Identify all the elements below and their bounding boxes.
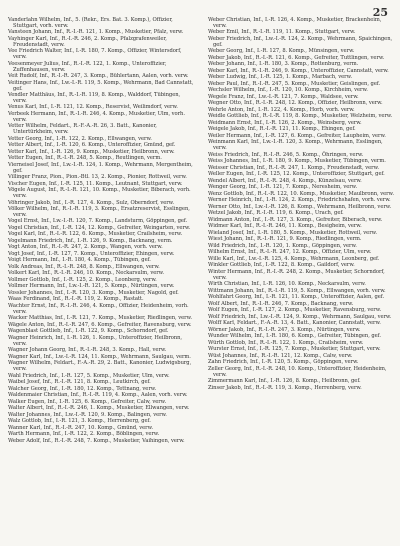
list-entry: Weber Georg, Inf., I.-R. 127, 8. Komp., Münsingen, verw. (208, 48, 355, 55)
list-entry: Vetter Wilhelm, Feldart., R.-F.-A.-R. 26, 3. Batt., Kanonier, Untertürkheim, verw. (8, 123, 157, 136)
list-entry: Wendel Albert, Inf., R.-I.-R. 248, 4. Komp., Künzelsau, verw. (208, 177, 362, 184)
list-entry: Walcher Georg, Inf., I.-R. 180, 12. Komp., Tettnang, verw. (8, 385, 157, 392)
list-entry: Wacker Matthias, Inf., I.-R. 121, 7. Komp., Musketier, Riedlingen, verw. (8, 315, 192, 322)
list-entry: Vetter Eugen, Inf., R.-I.-R. 248, 5. Komp., Reutlingen, verm. (8, 155, 162, 162)
list-entry: Vogel Ernst, Inf., Lw.-I.-R. 120, 7. Komp., Landsturm, Göppingen, gef. (8, 218, 188, 225)
list-entry: Veesenmeyer Julius, Inf., R.-I.-R. 122, 1. Komp., Unteroffizier, Zuffenhausen, verw. (8, 60, 167, 73)
list-entry: Volkert Karl, Inf., R.-I.-R. 246, 10. Komp., Neckarsulm, verw. (8, 270, 165, 277)
list-entry: Zahn Friedrich, Inf., I.-R. 120, 5. Komp., Göppingen, verw. (208, 359, 359, 366)
list-entry: Vollmer Hermann, Inf., Lw.-I.-R. 121, 5. Komp., Nürtingen, verw. (8, 283, 175, 290)
list-entry: Walz Gottlob, Inf., I.-R. 121, 3. Komp., Herrenberg, gef. (8, 418, 151, 425)
list-entry: Vossler Johannes, Inf., I.-R. 120, 3. Komp., Musketier, Nagold, gef. (8, 289, 179, 296)
list-entry: Volk Andreas, Inf., R.-I.-R. 248, 8. Komp., Ellwangen, verw. (8, 263, 160, 270)
list-entry: Wahl Friedrich, Inf., I.-R. 127, 5. Komp., Musketier, Ulm, verw. (8, 372, 170, 379)
list-entry: Vetter Karl, Inf., I.-R. 126, 9. Komp., Musketier, Heilbronn, verw. (8, 148, 175, 155)
list-entry: Zeller Georg, Inf., R.-I.-R. 248, 10. Komp., Unteroffizier, Heidenheim, verw. (208, 365, 387, 378)
list-entry: Wagenblast Gottlieb, Inf., I.-R. 122, 9. Komp., Schorndorf, gef. (8, 328, 169, 335)
right-column (208, 18, 394, 392)
list-entry: Wolf Friedrich, Inf., Lw.-I.-R. 124, 9. Komp., Wehrmann, Saulgau, verw. (208, 313, 392, 320)
list-entry: Villinger Franz, Pion., Pion.-Btl. 13, 2. Komp., Pionier, Rottweil, verw. (8, 174, 187, 181)
list-entry: Verbeek Hermann, Inf., R.-I.-R. 246, 4. Komp., Musketier, Ulm, vorh. verw. (8, 110, 185, 123)
list-entry: Werner Otto, Inf., Lw.-I.-R. 126, 8. Komp., Wehrmann, Heilbronn, verw. (208, 203, 392, 210)
list-entry: Weber Jakob, Inf., R.-I.-R. 121, 6. Komp., Gefreiter, Tuttlingen, verw. (208, 54, 385, 61)
list-entry: Vollmer Gottlob, Inf., I.-R. 125, 2. Komp., Leonberg, verw. (8, 276, 157, 283)
list-entry: Wilhelm Ernst, Inf., R.-I.-R. 247, 12. Komp., Offizier, Ulm, verw. (208, 249, 372, 256)
list-entry: Venus Karl, Inf., I.-R. 121, 12. Komp., Reservist, Weilimdorf, verw. (8, 104, 178, 111)
list-entry: Völker Wilhelm, Inf., R.-I.-R. 119, 3. Komp., Ersatzreservist, Esslingen, verw. (8, 206, 190, 218)
list-entry: Veit Rudolf, Inf., R.-I.-R. 247, 3. Komp., Bühlertann, Aalen, vorh. verw. (8, 73, 189, 80)
list-entry: Veitinger Hans, Inf., Lw.-I.-R. 119, 5. Komp., Wehrmann, Bad Cannstatt, gef. (8, 79, 194, 92)
list-entry: Wüst Johannes, Inf., R.-I.-R. 121, 12. Komp., Calw, verw. (208, 352, 353, 359)
page-number: 25 (372, 6, 388, 19)
list-entry: Wiest Johann, Inf., R.-I.-R. 121, 9. Komp., Riedlingen, verm. (208, 236, 362, 243)
list-entry: Weigele Jakob, Inf., R.-I.-R. 121, 11. Komp., Ehingen, gef. (208, 126, 356, 133)
list-entry: Wolff Karl, Feldart., F.-A.-R. 13, 4. Batt., Kanonier, Cannstatt, verw. (208, 320, 381, 327)
list-entry: Weiss Johannes, Inf., I.-R. 180, 9. Komp., Musketier, Tübingen, verm. (208, 158, 386, 165)
list-entry: Weber Adolf, Inf., R.-I.-R. 248, 7. Komp., Musketier, Vaihingen, verw. (8, 437, 185, 444)
list-entry: Vischer Eugen, Inf., I.-R. 125, 11. Komp., Leutnant, Stuttgart, verw. (8, 180, 183, 187)
list-entry: Weber Emil, Inf., R.-I.-R. 119, 11. Komp., Stuttgart, verw. (208, 29, 356, 36)
list-entry: Vogt Josef, Inf., I.-R. 127, 7. Komp., Unteroffizier, Ehingen, verw. (8, 250, 175, 257)
list-entry: Weber Ludwig, Inf., I.-R. 125, 1. Komp., Marbach, verw. (208, 74, 352, 81)
list-entry: Walter Johannes, Inf., Lw.-I.-R. 120, 9. Komp., Balingen, verw. (8, 411, 167, 418)
list-entry: Vanderlahn Wilhelm, Inf., 5. (Rekr., Ers. Bat. 3. Komp.), Offizier, Stuttgart, vorh. verw. (8, 17, 173, 29)
list-entry: Wittmann Johann, Inf., R.-I.-R. 119, 5. Komp., Ellwangen, vorh. verw. (208, 287, 386, 294)
list-entry: Wurster Ernst, Inf., I.-R. 125, 7. Komp., Musketier, Stuttgart, verw. (208, 346, 381, 353)
list-entry: Vogelmann Friedrich, Inf., I.-R. 126, 9. Komp., Backnang, verm. (8, 237, 173, 244)
list-entry: Wirth Christian, Inf., I.-R. 126, 10. Komp., Neckarsulm, verw. (208, 281, 366, 288)
list-entry: Wägele Anton, Inf., R.-I.-R. 247, 6. Komp., Gefreiter, Ravensburg, verw. (8, 321, 192, 328)
list-entry: Waldenmaier Christian, Inf., R.-I.-R. 119, 4. Komp., Aalen, vorh. verw. (8, 392, 188, 399)
list-entry: Winkler Gottlieb, Inf., I.-R. 122, 8. Komp., Gaildorf, verw. (208, 262, 355, 269)
list-entry: Vendler Matthäus, Inf., R.-I.-R. 119, 8. Komp., Walddorf, Tübingen, verw. (8, 92, 181, 104)
list-entry: Weber Karl, Inf., R.-I.-R. 246, 9. Komp., Unteroffizier, Cannstatt, verw. (208, 67, 389, 74)
list-entry: Wolf Eugen, Inf., I.-R. 127, 2. Komp., Musketier, Ravensburg, verw. (208, 307, 382, 314)
list-entry: Widmer Karl, Inf., R.-I.-R. 246, 11. Komp., Besigheim, verw. (208, 223, 362, 230)
list-entry: Waibel Josef, Inf., R.-I.-R. 121, 8. Komp., Leutkirch, gef. (8, 379, 151, 386)
list-entry: Wachter Ernst, Inf., R.-I.-R. 246, 4. Komp., Offizier, Heidenheim, vorh. verw. (8, 302, 189, 315)
list-entry: Widmann Anton, Inf., I.-R. 127, 3. Komp., Gefreiter, Biberach, verw. (208, 216, 383, 223)
list-entry: Wieland Josef, Inf., I.-R. 180, 5. Komp., Musketier, Rottweil, verw. (208, 229, 377, 236)
list-entry: Warth Hermann, Inf., I.-R. 122, 2. Komp., Böblingen, verw. (8, 431, 160, 438)
list-entry: Weber Friedrich, Inf., Lw.-I.-R. 124, 2. Komp., Wehrmann, Spaichingen, gef. (208, 35, 393, 48)
list-entry: Vogel Karl, Inf., R.-I.-R. 122, 6. Komp., Musketier, Crailsheim, verw. (8, 231, 183, 238)
list-entry: Würth Gottlob, Inf., R.-I.-R. 122, 1. Komp., Crailsheim, verw. (208, 339, 364, 346)
list-entry: Wagner Johann Georg, Inf., R.-I.-R. 248, 3. Komp., Hall, verw. (8, 347, 167, 354)
list-entry: Vayhinger Karl, Inf., R.-I.-R. 246, 2. Komp., Pfalzgrafenweiler, Freudenstadt, verw. (8, 35, 167, 48)
list-entry: Weidmann Ernst, Inf., I.-R. 126, 2. Komp., Weinsberg, verw. (208, 119, 362, 126)
list-entry: Wechsler Wilhelm, Inf., I.-R. 120, 10. Komp., Kirchheim, verw. (208, 87, 368, 94)
list-entry: Weber Christian, Inf., I.-R. 126, 4. Komp., Musketier, Brackenheim, verw. (208, 17, 382, 29)
list-entry: Wegner Otto, Inf., R.-I.-R. 248, 12. Komp., Offizier, Heilbronn, verw. (208, 100, 383, 107)
list-entry: Vögele August, Inf., R.-I.-R. 121, 10. Komp., Musketier, Biberach, vorh. verw. (8, 187, 191, 200)
list-entry: Wild Friedrich, Inf., I.-R. 120, 1. Komp., Göppingen, verw. (208, 242, 357, 249)
list-entry: Weisser Christian, Inf., R.-I.-R. 247, 1. Komp., Freudenstadt, verw. (208, 164, 379, 171)
list-entry: Vogel Christian, Inf., I.-R. 124, 12. Komp., Gefreiter, Weingarten, verw. (8, 224, 191, 231)
list-entry: Weber Johann, Inf., I.-R. 180, 3. Komp., Rottenburg, verm. (208, 61, 359, 68)
list-entry: Weidle Gottlieb, Inf., R.-I.-R. 119, 8. Komp., Musketier, Welzheim, verw. (208, 113, 393, 120)
list-entry: Weiler Hermann, Inf., I.-R. 127, 6. Komp., Gefreiter, Laupheim, verw. (208, 132, 386, 139)
list-entry: Zimmermann Karl, Inf., I.-R. 126, 8. Komp., Heilbronn, gef. (208, 378, 361, 385)
list-entry: Wetzel Jakob, Inf., R.-I.-R. 119, 6. Komp., Urach, gef. (208, 210, 344, 217)
list-entry: Walter Albert, Inf., R.-I.-R. 246, 1. Komp., Musketier, Ellwangen, verw. (8, 405, 190, 412)
list-entry: Wohlfahrt Georg, Inf., I.-R. 121, 11. Komp., Unteroffizier, Aalen, gef. (208, 294, 385, 301)
list-entry: Wehrle Anton, Inf., I.-R. 122, 4. Komp., Horb, vorh. verw. (208, 106, 355, 113)
left-column (8, 18, 194, 445)
list-entry: Wille Karl, Inf., Lw.-I.-R. 125, 4. Komp., Wehrmann, Leonberg, gef. (208, 255, 380, 262)
list-entry: Vetter Georg, Inf., I.-R. 122, 2. Komp., Ellwangen, verw. (8, 135, 152, 142)
list-entry: Weiss Friedrich, Inf., R.-I.-R. 246, 5. Komp., Öhringen, verw. (208, 151, 364, 158)
list-entry: Weller Eugen, Inf., I.-R. 125, 12. Komp., Unteroffizier, Stuttgart, gef. (208, 171, 385, 178)
list-entry: Wagner Heinrich, Inf., I.-R. 126, 1. Komp., Unteroffizier, Heilbronn, verw. (8, 334, 183, 347)
list-entry: Vetter Albert, Inf., I.-R. 120, 6. Komp., Unteroffizier, Gmünd, gef. (8, 142, 176, 149)
list-entry: Zinser Jakob, Inf., R.-I.-R. 119, 3. Komp., Herrenberg, verw. (208, 384, 362, 391)
list-entry: Vansteen Johann, Inf., R.-I.-R. 121, 1. Komp., Musketier, Pfalz, verw. (8, 29, 184, 36)
list-entry: Wanner Karl, Inf., R.-I.-R. 247, 10. Komp., Gmünd, verw. (8, 424, 153, 431)
list-entry: Werner Heinrich, Inf., I.-R. 124, 2. Komp., Friedrichshafen, vorh. verw. (208, 197, 391, 204)
list-entry: Walker Eugen, Inf., I.-R. 125, 6. Komp., Gefreiter, Calw, verw. (8, 398, 167, 405)
list-entry: Vee Friedrich Walter, Inf., I.-R. 180, 7. Komp., Offizier, Wintersdorf, verw. (8, 48, 182, 61)
list-entry: Waas Ferdinand, Inf., R.-I.-R. 119, 2. Komp., Rastatt. (8, 296, 144, 303)
list-entry: Wenz Gottlob, Inf., R.-I.-R. 122, 10. Komp., Musketier, Maulbronn, verw. (208, 190, 394, 197)
list-entry: Wegele Franz, Inf., Lw.-I.-R. 121, 7. Komp., Waldsee, verw. (208, 93, 359, 100)
list-entry: Wunder Wilhelm, Inf., I.-R. 180, 6. Komp., Gefreiter, Tübingen, gef. (208, 333, 381, 340)
list-entry: Weinmann Karl, Inf., Lw.-I.-R. 120, 3. Komp., Wehrmann, Esslingen, verw. (208, 139, 383, 152)
list-entry: Vöhringer Jakob, Inf., I.-R. 127, 4. Komp., Sulz, Oberndorf, verw. (8, 199, 175, 206)
list-entry: Wagner Karl, Inf., Lw.-I.-R. 124, 11. Komp., Wehrmann, Saulgau, verm. (8, 353, 191, 360)
list-entry: Winter Hermann, Inf., R.-I.-R. 248, 2. Komp., Musketier, Schorndorf, verw. (208, 268, 385, 281)
list-entry: Vogt Anton, Inf., R.-I.-R. 247, 2. Komp., Wangen, vorh. verw. (8, 244, 163, 251)
list-entry: Vierneisel Josef, Inf., Lw.-I.-R. 124, 1. Komp., Wehrmann, Mergentheim, gef. (8, 161, 193, 174)
list-entry: Wolf Albert, Inf., R.-I.-R. 246, 7. Komp., Backnang, verw. (208, 300, 354, 307)
list-entry: Weber Paul, Inf., R.-I.-R. 247, 5. Komp., Musketier, Geislingen, gef. (208, 80, 381, 87)
list-entry: Wagner Wilhelm, Feldart., F.-A.-R. 29, 2. Batt., Kanonier, Ludwigsburg, verw. (8, 360, 192, 373)
list-entry: Wenger Georg, Inf., I.-R. 121, 7. Komp., Neresheim, verw. (208, 184, 358, 191)
list-entry: Voigt Hermann, Inf., I.-R. 180, 4. Komp., Tübingen, gef. (8, 257, 151, 264)
list-entry: Wörner Jakob, Inf., R.-I.-R. 247, 3. Komp., Nürtingen, verw. (208, 326, 361, 333)
